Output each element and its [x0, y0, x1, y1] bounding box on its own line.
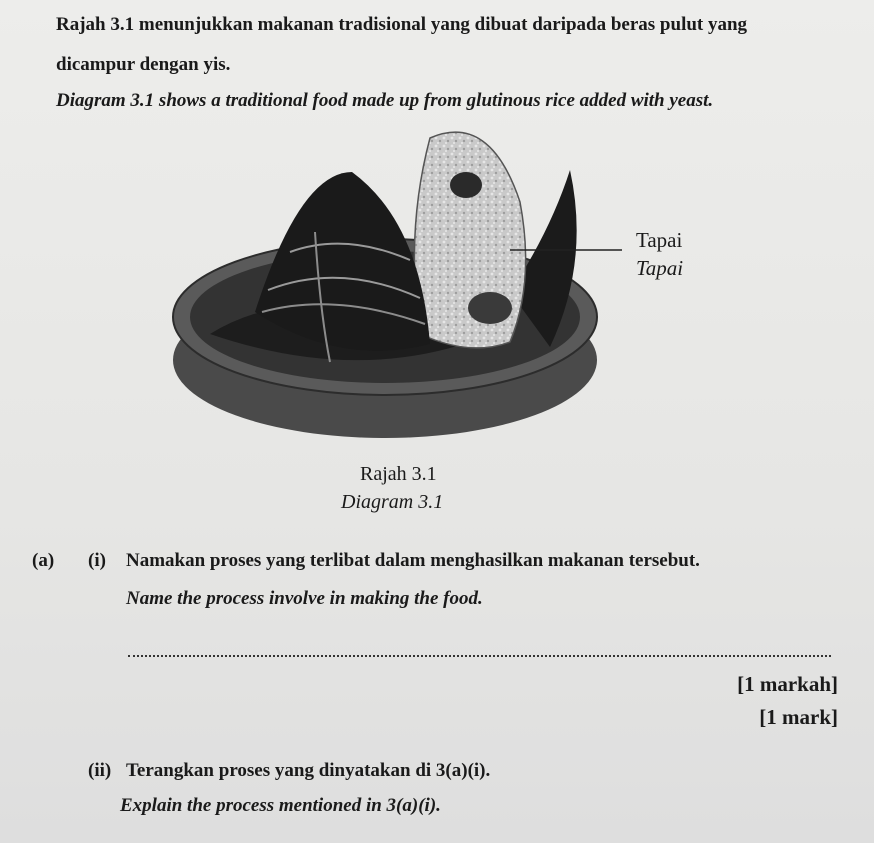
subquestion-ii-marker: (ii) [88, 760, 112, 781]
answer-line[interactable] [128, 655, 831, 657]
mark-allocation-english: [1 mark] [759, 705, 838, 729]
label-tapai-english: Tapai [636, 256, 684, 280]
rice-dark-spot [450, 172, 482, 198]
rice-dark-spot [468, 292, 512, 324]
subquestion-i-english: Name the process involve in making the food. [126, 588, 483, 609]
tapai-illustration [170, 112, 630, 447]
intro-malay-line-2: dicampur dengan yis. [56, 54, 231, 75]
subquestion-i-malay: Namakan proses yang terlibat dalam menghasilkan makanan tersebut. [126, 550, 700, 571]
wrapped-tapai-cone [255, 172, 430, 351]
label-tapai-malay: Tapai [636, 228, 683, 252]
figure-caption-english: Diagram 3.1 [341, 491, 444, 513]
subquestion-ii-english: Explain the process mentioned in 3(a)(i). [120, 795, 441, 816]
subquestion-i-marker: (i) [88, 550, 106, 571]
question-part-marker: (a) [32, 550, 55, 571]
mark-allocation-malay: [1 markah] [737, 672, 838, 696]
intro-english: Diagram 3.1 shows a traditional food made up from glutinous rice added with yeast. [56, 90, 714, 111]
subquestion-ii-malay: Terangkan proses yang dinyatakan di 3(a)(i). [126, 760, 491, 781]
intro-malay-line-1: Rajah 3.1 menunjukkan makanan tradisional yang dibuat daripada beras pulut yang [56, 14, 748, 35]
figure-caption-malay: Rajah 3.1 [360, 463, 437, 485]
